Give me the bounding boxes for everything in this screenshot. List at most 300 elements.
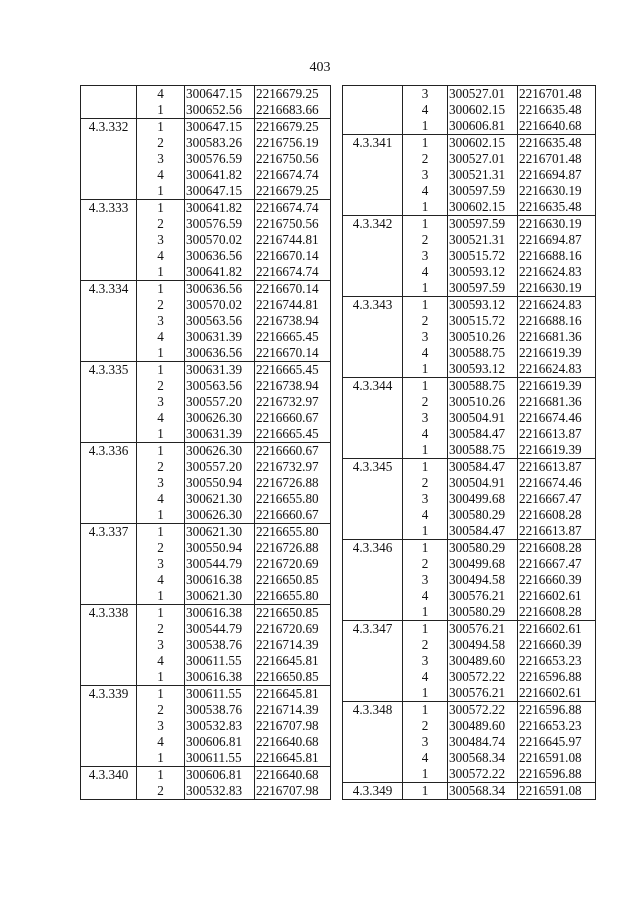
section-id [343,199,403,216]
point-number: 3 [137,475,185,491]
coord-y: 2216683.66 [255,102,331,119]
table-row [81,102,331,119]
point-number: 3 [403,248,448,264]
table-row [81,718,331,734]
coord-y: 2216701.48 [518,86,596,103]
coord-x: 300593.12 [448,361,518,378]
coord-y: 2216681.36 [518,394,596,410]
table-row [81,588,331,605]
coord-x: 300515.72 [448,313,518,329]
table-row [81,329,331,345]
table-row [343,248,596,264]
coord-x: 300606.81 [185,767,255,784]
table-row [81,475,331,491]
point-number: 4 [403,264,448,280]
table-row [81,491,331,507]
table-row [81,410,331,426]
coord-x: 300499.68 [448,491,518,507]
section-id [343,410,403,426]
table-row [343,183,596,199]
section-id [81,329,137,345]
table-row [343,264,596,280]
point-number: 2 [137,783,185,800]
table-row [343,491,596,507]
table-row [343,475,596,491]
point-number: 2 [403,718,448,734]
point-number: 3 [137,556,185,572]
coord-x: 300636.56 [185,345,255,362]
coord-y: 2216681.36 [518,329,596,345]
coord-y: 2216674.46 [518,475,596,491]
coord-y: 2216750.56 [255,151,331,167]
section-id [343,86,403,103]
coord-y: 2216655.80 [255,524,331,541]
table-row [81,151,331,167]
coord-y: 2216660.67 [255,507,331,524]
coord-y: 2216650.85 [255,669,331,686]
table-row [81,394,331,410]
point-number: 1 [137,686,185,703]
table-row [343,442,596,459]
coord-x: 300572.22 [448,669,518,685]
section-id [81,151,137,167]
coord-x: 300538.76 [185,702,255,718]
table-row [343,621,596,638]
coord-y: 2216645.81 [255,686,331,703]
coord-x: 300544.79 [185,556,255,572]
point-number: 2 [403,475,448,491]
section-id [343,394,403,410]
section-id [343,167,403,183]
section-id [343,653,403,669]
coord-y: 2216635.48 [518,102,596,118]
table-row [343,653,596,669]
coord-y: 2216619.39 [518,442,596,459]
point-number: 3 [403,734,448,750]
coord-y: 2216701.48 [518,151,596,167]
table-row [343,702,596,719]
coord-x: 300576.59 [185,151,255,167]
table-row [81,167,331,183]
point-number: 2 [137,621,185,637]
table-row [81,232,331,248]
table-row [81,119,331,136]
table-row [343,280,596,297]
point-number: 1 [403,766,448,783]
point-number: 2 [403,313,448,329]
coord-y: 2216679.25 [255,119,331,136]
section-id: 4.3.335 [81,362,137,379]
point-number: 4 [137,329,185,345]
point-number: 1 [403,604,448,621]
point-number: 4 [137,167,185,183]
coord-x: 300606.81 [185,734,255,750]
point-number: 1 [403,216,448,233]
coord-y: 2216624.83 [518,361,596,378]
section-id [343,442,403,459]
section-id [81,297,137,313]
coord-x: 300521.31 [448,232,518,248]
coord-y: 2216665.45 [255,329,331,345]
coord-y: 2216714.39 [255,637,331,653]
section-id [81,718,137,734]
table-row [81,637,331,653]
coord-x: 300489.60 [448,653,518,669]
coord-x: 300647.15 [185,183,255,200]
point-number: 3 [403,572,448,588]
table-row [81,297,331,313]
coord-x: 300621.30 [185,491,255,507]
table-row [81,783,331,800]
point-number: 4 [403,345,448,361]
coord-y: 2216613.87 [518,523,596,540]
coord-x: 300584.47 [448,523,518,540]
coord-y: 2216591.08 [518,783,596,800]
table-row [81,86,331,103]
section-id [81,734,137,750]
coord-y: 2216707.98 [255,783,331,800]
section-id [81,248,137,264]
section-id: 4.3.339 [81,686,137,703]
section-id [81,264,137,281]
coord-x: 300484.74 [448,734,518,750]
section-id [81,426,137,443]
point-number: 3 [137,394,185,410]
table-row [343,199,596,216]
coord-x: 300557.20 [185,459,255,475]
section-id [343,183,403,199]
coord-y: 2216650.85 [255,605,331,622]
coord-y: 2216591.08 [518,750,596,766]
coord-x: 300515.72 [448,248,518,264]
section-id [343,734,403,750]
table-row [343,734,596,750]
point-number: 1 [403,685,448,702]
section-id: 4.3.337 [81,524,137,541]
table-row [81,653,331,669]
point-number: 2 [137,702,185,718]
coord-y: 2216602.61 [518,588,596,604]
coord-x: 300626.30 [185,507,255,524]
table-row [343,540,596,557]
table-row [81,264,331,281]
coord-x: 300647.15 [185,86,255,103]
point-number: 1 [403,442,448,459]
section-id [343,313,403,329]
table-row [343,572,596,588]
point-number: 3 [137,718,185,734]
table-row [343,329,596,345]
section-id: 4.3.347 [343,621,403,638]
section-id [81,475,137,491]
coord-x: 300494.58 [448,572,518,588]
coord-y: 2216670.14 [255,248,331,264]
section-id [81,540,137,556]
point-number: 1 [403,540,448,557]
coord-y: 2216635.48 [518,199,596,216]
point-number: 3 [403,491,448,507]
section-id [343,491,403,507]
coord-x: 300550.94 [185,475,255,491]
coord-y: 2216756.19 [255,135,331,151]
coord-x: 300521.31 [448,167,518,183]
coord-x: 300510.26 [448,394,518,410]
coord-y: 2216665.45 [255,426,331,443]
point-number: 1 [137,200,185,217]
coord-y: 2216707.98 [255,718,331,734]
section-id [81,378,137,394]
coord-x: 300576.21 [448,685,518,702]
section-id: 4.3.344 [343,378,403,395]
point-number: 1 [403,297,448,314]
coord-x: 300527.01 [448,86,518,103]
table-row [81,767,331,784]
coord-x: 300597.59 [448,216,518,233]
section-id [81,621,137,637]
point-number: 1 [403,135,448,152]
point-number: 1 [137,750,185,767]
point-number: 4 [137,653,185,669]
coord-x: 300504.91 [448,410,518,426]
section-id [81,216,137,232]
point-number: 1 [137,119,185,136]
table-row [81,556,331,572]
table-row [343,232,596,248]
point-number: 1 [137,767,185,784]
coord-y: 2216726.88 [255,475,331,491]
table-row [343,604,596,621]
point-number: 2 [403,394,448,410]
coordinate-table-right [342,85,596,800]
coord-x: 300550.94 [185,540,255,556]
point-number: 1 [137,264,185,281]
point-number: 1 [403,702,448,719]
coord-y: 2216714.39 [255,702,331,718]
table-row [81,507,331,524]
coord-x: 300576.21 [448,588,518,604]
point-number: 1 [403,783,448,800]
section-id [343,264,403,280]
coord-x: 300631.39 [185,362,255,379]
point-number: 4 [137,734,185,750]
coord-y: 2216596.88 [518,766,596,783]
table-row [81,378,331,394]
coord-x: 300641.82 [185,200,255,217]
coord-y: 2216720.69 [255,621,331,637]
section-id: 4.3.334 [81,281,137,298]
point-number: 4 [137,410,185,426]
coord-x: 300494.58 [448,637,518,653]
section-id [81,588,137,605]
table-row [343,151,596,167]
coord-x: 300588.75 [448,442,518,459]
coord-y: 2216660.39 [518,572,596,588]
section-id: 4.3.348 [343,702,403,719]
coord-x: 300510.26 [448,329,518,345]
coord-y: 2216674.74 [255,264,331,281]
table-row [343,345,596,361]
section-id: 4.3.333 [81,200,137,217]
coord-y: 2216624.83 [518,264,596,280]
coord-x: 300580.29 [448,507,518,523]
coord-y: 2216732.97 [255,459,331,475]
table-row [343,297,596,314]
section-id [81,491,137,507]
coord-y: 2216688.16 [518,248,596,264]
point-number: 4 [137,572,185,588]
point-number: 4 [403,750,448,766]
coord-x: 300621.30 [185,524,255,541]
table-row [343,102,596,118]
coord-x: 300602.15 [448,199,518,216]
coord-x: 300641.82 [185,264,255,281]
table-row [343,783,596,800]
coord-y: 2216596.88 [518,669,596,685]
point-number: 3 [403,86,448,103]
table-row [81,426,331,443]
coord-x: 300568.34 [448,750,518,766]
coord-x: 300580.29 [448,540,518,557]
coord-x: 300584.47 [448,459,518,476]
coord-x: 300570.02 [185,297,255,313]
coord-x: 300616.38 [185,605,255,622]
coord-y: 2216694.87 [518,232,596,248]
coord-y: 2216624.83 [518,297,596,314]
table-row [81,281,331,298]
point-number: 1 [137,588,185,605]
coord-x: 300527.01 [448,151,518,167]
coord-x: 300616.38 [185,669,255,686]
table-row [343,459,596,476]
point-number: 2 [137,135,185,151]
section-id [343,151,403,167]
coord-x: 300636.56 [185,248,255,264]
table-row [81,702,331,718]
coord-y: 2216596.88 [518,702,596,719]
section-id [343,766,403,783]
coord-y: 2216619.39 [518,378,596,395]
coord-x: 300499.68 [448,556,518,572]
table-row [81,669,331,686]
point-number: 1 [137,426,185,443]
table-row [343,507,596,523]
point-number: 3 [403,653,448,669]
section-id [81,556,137,572]
point-number: 2 [137,297,185,313]
coord-x: 300557.20 [185,394,255,410]
table-row [81,362,331,379]
point-number: 3 [137,637,185,653]
table-row [81,572,331,588]
point-number: 3 [403,167,448,183]
point-number: 1 [137,443,185,460]
point-number: 1 [403,361,448,378]
coord-x: 300647.15 [185,119,255,136]
coord-x: 300570.02 [185,232,255,248]
section-id [81,702,137,718]
section-id [81,507,137,524]
point-number: 4 [137,248,185,264]
section-id: 4.3.338 [81,605,137,622]
coord-x: 300593.12 [448,297,518,314]
coord-x: 300489.60 [448,718,518,734]
section-id [343,572,403,588]
section-id [81,86,137,103]
table-row [81,605,331,622]
point-number: 2 [403,556,448,572]
point-number: 2 [137,378,185,394]
coord-y: 2216630.19 [518,280,596,297]
section-id: 4.3.332 [81,119,137,136]
section-id [343,718,403,734]
point-number: 4 [403,426,448,442]
section-id [343,588,403,604]
coordinate-table-left [80,85,331,800]
table-row [343,669,596,685]
coord-x: 300626.30 [185,443,255,460]
coord-x: 300602.15 [448,135,518,152]
coord-y: 2216667.47 [518,491,596,507]
coord-y: 2216694.87 [518,167,596,183]
table-row [343,118,596,135]
coord-x: 300611.55 [185,653,255,669]
coord-y: 2216674.74 [255,200,331,217]
coord-y: 2216640.68 [518,118,596,135]
coord-y: 2216640.68 [255,767,331,784]
table-row [343,216,596,233]
point-number: 1 [403,459,448,476]
table-row [81,524,331,541]
table-row [343,378,596,395]
section-id [343,523,403,540]
coord-x: 300563.56 [185,313,255,329]
coord-y: 2216602.61 [518,685,596,702]
table-row [81,443,331,460]
table-row [81,686,331,703]
coord-y: 2216630.19 [518,216,596,233]
section-id [343,280,403,297]
point-number: 1 [403,118,448,135]
point-number: 1 [137,281,185,298]
coord-x: 300611.55 [185,750,255,767]
table-row [81,345,331,362]
section-id [81,345,137,362]
coord-y: 2216667.47 [518,556,596,572]
coord-x: 300588.75 [448,378,518,395]
coord-x: 300572.22 [448,766,518,783]
point-number: 4 [137,86,185,103]
point-number: 2 [137,459,185,475]
coord-y: 2216679.25 [255,183,331,200]
point-number: 3 [137,313,185,329]
point-number: 1 [403,280,448,297]
point-number: 4 [403,507,448,523]
coord-y: 2216653.23 [518,653,596,669]
table-row [81,200,331,217]
section-id [81,653,137,669]
table-row [81,313,331,329]
section-id [343,604,403,621]
table-row [343,556,596,572]
point-number: 1 [403,199,448,216]
section-id [81,135,137,151]
point-number: 1 [137,507,185,524]
table-row [343,718,596,734]
point-number: 1 [137,345,185,362]
point-number: 3 [137,151,185,167]
section-id [81,167,137,183]
coord-x: 300568.34 [448,783,518,800]
